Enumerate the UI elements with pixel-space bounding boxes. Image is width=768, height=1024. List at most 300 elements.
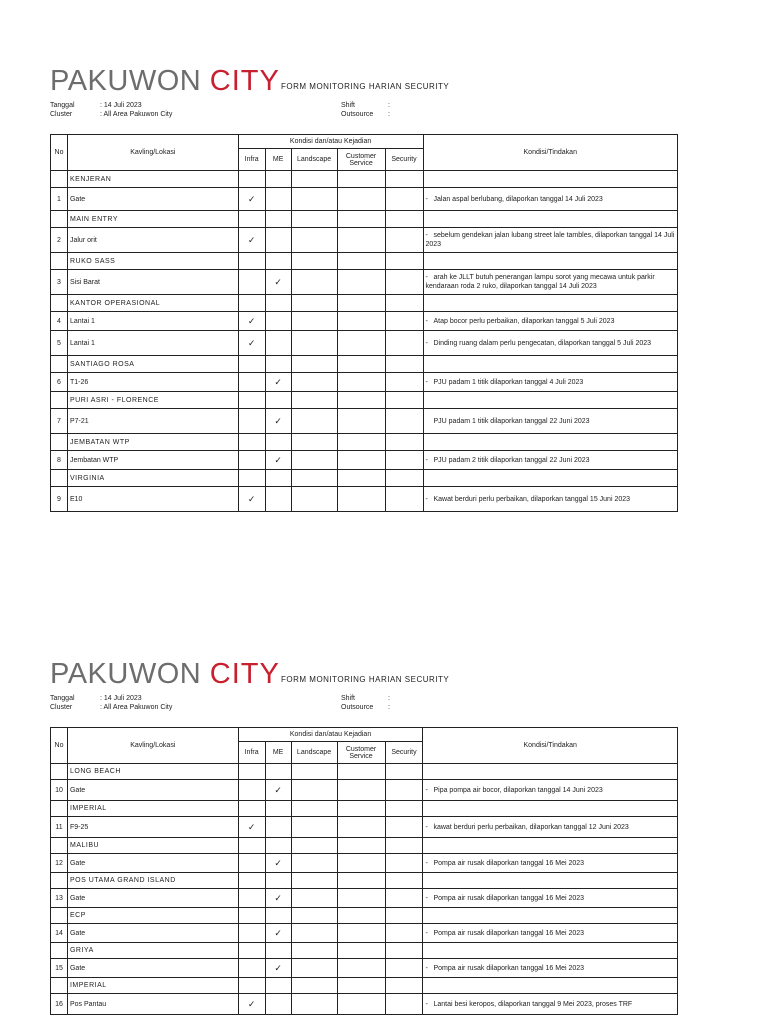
empty-cell: [385, 873, 423, 889]
header-landscape: Landscape: [291, 149, 337, 171]
cell-me: [265, 487, 291, 512]
checkmark-icon: ✓: [247, 193, 256, 204]
empty-cell: [265, 392, 291, 409]
empty-cell: [238, 470, 265, 487]
table-row: [51, 409, 678, 434]
area-name: KENJERAN: [67, 171, 238, 188]
shift-value: :: [388, 102, 390, 109]
empty-cell: [265, 434, 291, 451]
empty-cell: [265, 171, 291, 188]
row-location: Gate: [67, 924, 238, 943]
area-row: [51, 908, 678, 924]
cell-landscape: [291, 889, 337, 908]
empty-cell: [385, 978, 423, 994]
row-number: 11: [51, 817, 68, 838]
tindakan-text: Jalan aspal berlubang, dilaporkan tanggal 14 Juli 2023: [433, 195, 603, 203]
header-kondisi-group: Kondisi dan/atau Kejadian: [238, 728, 423, 742]
area-row: [51, 838, 678, 854]
outsource-label: Outsource: [341, 111, 374, 118]
form-header: [50, 655, 678, 695]
cell-customer-service: [337, 228, 385, 253]
row-location: Sisi Barat: [67, 270, 238, 295]
cell-me: [265, 409, 291, 434]
cell-security: [385, 270, 423, 295]
table-row: [51, 312, 678, 331]
empty-cell: [291, 838, 337, 854]
cell-me: [265, 451, 291, 470]
empty-cell: [337, 211, 385, 228]
area-row: [51, 392, 678, 409]
cell-landscape: [291, 817, 337, 838]
cell-infra: [238, 451, 265, 470]
table-header-row: [51, 135, 678, 149]
row-number: 8: [51, 451, 68, 470]
row-number: 10: [51, 780, 68, 801]
header-infra: Infra: [238, 742, 265, 764]
empty-cell: [423, 470, 678, 487]
dash-marker: -: [425, 195, 428, 203]
cell-infra: [238, 889, 265, 908]
empty-cell: [51, 801, 68, 817]
row-tindakan: [423, 451, 678, 470]
header-kondisi-group: Kondisi dan/atau Kejadian: [238, 135, 423, 149]
empty-cell: [51, 434, 68, 451]
form-page-2: [50, 655, 678, 1009]
dash-marker: -: [425, 232, 428, 239]
tindakan-text: PJU padam 1 titik dilaporkan tanggal 22 Juni 2023: [433, 417, 590, 425]
tindakan-text: PJU padam 2 titik dilaporkan tanggal 22 Juni 2023: [433, 456, 590, 464]
header-tindakan: Kondisi/Tindakan: [423, 728, 678, 764]
tindakan-text: Dinding ruang dalam perlu pengecatan, dilaporkan tanggal 5 Juli 2023: [433, 339, 652, 347]
empty-cell: [238, 392, 265, 409]
dash-marker: -: [425, 786, 428, 794]
area-row: [51, 171, 678, 188]
cell-customer-service: [337, 451, 385, 470]
empty-cell: [238, 838, 265, 854]
checkmark-icon: ✓: [247, 998, 256, 1009]
area-row: [51, 295, 678, 312]
cell-infra: [238, 409, 265, 434]
cell-infra: [238, 487, 265, 512]
empty-cell: [423, 356, 678, 373]
cell-me: [265, 228, 291, 253]
form-title: FORM MONITORING HARIAN SECURITY: [281, 675, 450, 684]
empty-cell: [291, 873, 337, 889]
area-name: GRIYA: [67, 943, 238, 959]
empty-cell: [51, 253, 68, 270]
cell-security: [385, 817, 423, 838]
dash-marker: -: [425, 1000, 428, 1008]
empty-cell: [238, 908, 265, 924]
empty-cell: [337, 253, 385, 270]
empty-cell: [265, 908, 291, 924]
empty-cell: [423, 873, 678, 889]
tindakan-text: Pompa air rusak dilaporkan tanggal 16 Mei 2023: [433, 964, 585, 972]
empty-cell: [337, 764, 385, 780]
cell-me: [265, 312, 291, 331]
row-location: Gate: [67, 188, 238, 211]
row-tindakan: [423, 780, 678, 801]
empty-cell: [337, 801, 385, 817]
empty-cell: [291, 253, 337, 270]
empty-cell: [291, 295, 337, 312]
empty-cell: [423, 434, 678, 451]
empty-cell: [265, 211, 291, 228]
row-location: Jalur orit: [67, 228, 238, 253]
empty-cell: [291, 434, 337, 451]
monitoring-table: [50, 134, 678, 512]
table-row: [51, 188, 678, 211]
dash-marker: -: [425, 456, 428, 464]
empty-cell: [337, 908, 385, 924]
empty-cell: [385, 943, 423, 959]
cell-security: [385, 188, 423, 211]
row-number: 5: [51, 331, 68, 356]
row-tindakan: [423, 228, 678, 253]
tindakan-text: PJU padam 1 titik dilaporkan tanggal 4 Juli 2023: [433, 378, 584, 386]
cell-security: [385, 924, 423, 943]
empty-cell: [265, 978, 291, 994]
cell-infra: [238, 331, 265, 356]
area-name: IMPERIAL: [67, 801, 238, 817]
checkmark-icon: ✓: [247, 337, 256, 348]
cell-infra: [238, 188, 265, 211]
area-name: SANTIAGO ROSA: [67, 356, 238, 373]
row-tindakan: [423, 889, 678, 908]
empty-cell: [337, 978, 385, 994]
area-name: MALIBU: [67, 838, 238, 854]
table-row: [51, 959, 678, 978]
empty-cell: [238, 211, 265, 228]
cell-landscape: [291, 373, 337, 392]
cell-landscape: [291, 409, 337, 434]
cell-customer-service: [337, 331, 385, 356]
dash-marker: -: [425, 378, 428, 386]
cell-infra: [238, 924, 265, 943]
row-number: 3: [51, 270, 68, 295]
table-row: [51, 817, 678, 838]
empty-cell: [337, 171, 385, 188]
area-name: VIRGINIA: [67, 470, 238, 487]
empty-cell: [238, 873, 265, 889]
header-me: ME: [265, 149, 291, 171]
tindakan-text: Pompa air rusak dilaporkan tanggal 16 Mei 2023: [433, 894, 585, 902]
dash-marker: -: [425, 274, 428, 281]
dash-marker: -: [425, 929, 428, 937]
table-row: [51, 228, 678, 253]
header-security: Security: [385, 149, 423, 171]
tindakan-text: Pompa air rusak dilaporkan tanggal 16 Mei 2023: [433, 929, 585, 937]
empty-cell: [238, 434, 265, 451]
checkmark-icon: ✓: [247, 821, 256, 832]
empty-cell: [291, 392, 337, 409]
empty-cell: [51, 295, 68, 312]
empty-cell: [291, 211, 337, 228]
row-number: 4: [51, 312, 68, 331]
tanggal-label: Tanggal: [50, 102, 75, 109]
row-location: E10: [67, 487, 238, 512]
empty-cell: [385, 838, 423, 854]
row-location: Lantai 1: [67, 312, 238, 331]
cell-landscape: [291, 270, 337, 295]
cell-me: [265, 188, 291, 211]
cell-me: [265, 817, 291, 838]
area-name: ECP: [67, 908, 238, 924]
row-number: 1: [51, 188, 68, 211]
header-kavling: Kavling/Lokasi: [67, 135, 238, 171]
empty-cell: [51, 873, 68, 889]
empty-cell: [423, 978, 678, 994]
empty-cell: [238, 764, 265, 780]
table-row: [51, 994, 678, 1015]
cell-customer-service: [337, 270, 385, 295]
empty-cell: [51, 838, 68, 854]
row-tindakan: [423, 331, 678, 356]
empty-cell: [291, 764, 337, 780]
empty-cell: [423, 211, 678, 228]
cell-me: [265, 959, 291, 978]
row-location: Gate: [67, 959, 238, 978]
empty-cell: [385, 392, 423, 409]
row-location: T1-26: [67, 373, 238, 392]
cluster-value: : All Area Pakuwon City: [100, 704, 173, 711]
empty-cell: [265, 470, 291, 487]
cell-landscape: [291, 854, 337, 873]
checkmark-icon: ✓: [247, 315, 256, 326]
header-customer-service: Customer Service: [337, 149, 385, 171]
empty-cell: [337, 873, 385, 889]
cell-infra: [238, 994, 265, 1015]
row-tindakan: [423, 959, 678, 978]
header-me: ME: [265, 742, 291, 764]
cell-infra: [238, 312, 265, 331]
checkmark-icon: ✓: [274, 927, 282, 938]
empty-cell: [423, 171, 678, 188]
empty-cell: [265, 295, 291, 312]
cell-infra: [238, 817, 265, 838]
empty-cell: [238, 295, 265, 312]
checkmark-icon: ✓: [274, 784, 282, 795]
cell-security: [385, 331, 423, 356]
empty-cell: [337, 943, 385, 959]
checkmark-icon: ✓: [247, 234, 256, 245]
cell-infra: [238, 228, 265, 253]
area-row: [51, 873, 678, 889]
empty-cell: [385, 253, 423, 270]
row-location: F9-25: [67, 817, 238, 838]
cell-customer-service: [337, 188, 385, 211]
dash-marker: -: [425, 317, 428, 325]
outsource-label: Outsource: [341, 704, 374, 711]
empty-cell: [265, 838, 291, 854]
table-row: [51, 854, 678, 873]
empty-cell: [385, 171, 423, 188]
row-tindakan: [423, 188, 678, 211]
area-name: RUKO SASS: [67, 253, 238, 270]
dash-marker: -: [425, 859, 428, 867]
cell-landscape: [291, 312, 337, 331]
row-tindakan: [423, 487, 678, 512]
row-location: Lantai 1: [67, 331, 238, 356]
cell-customer-service: [337, 854, 385, 873]
empty-cell: [423, 943, 678, 959]
empty-cell: [423, 908, 678, 924]
cell-landscape: [291, 924, 337, 943]
empty-cell: [238, 356, 265, 373]
header-no: No: [51, 728, 68, 764]
cell-security: [385, 451, 423, 470]
row-tindakan: [423, 817, 678, 838]
table-row: [51, 889, 678, 908]
row-location: P7-21: [67, 409, 238, 434]
empty-cell: [51, 470, 68, 487]
area-name: POS UTAMA GRAND ISLAND: [67, 873, 238, 889]
header-kavling: Kavling/Lokasi: [67, 728, 238, 764]
row-number: 15: [51, 959, 68, 978]
cell-landscape: [291, 188, 337, 211]
form-page-1: [50, 62, 678, 504]
cell-customer-service: [337, 312, 385, 331]
checkmark-icon: ✓: [274, 892, 282, 903]
empty-cell: [238, 943, 265, 959]
tindakan-text: kawat berduri perlu perbaikan, dilaporkan tanggal 12 Juni 2023: [433, 823, 629, 831]
cell-me: [265, 854, 291, 873]
cell-security: [385, 312, 423, 331]
form-meta: [50, 102, 678, 134]
cell-customer-service: [337, 924, 385, 943]
table-row: [51, 780, 678, 801]
area-row: [51, 764, 678, 780]
table-header-row: [51, 728, 678, 742]
row-location: Gate: [67, 889, 238, 908]
row-tindakan: [423, 924, 678, 943]
tindakan-text: Pompa air rusak dilaporkan tanggal 16 Mei 2023: [433, 859, 585, 867]
form-title: FORM MONITORING HARIAN SECURITY: [281, 82, 450, 91]
outsource-value: :: [388, 704, 390, 711]
header-landscape: Landscape: [291, 742, 337, 764]
cell-landscape: [291, 994, 337, 1015]
empty-cell: [385, 211, 423, 228]
form-meta: [50, 695, 678, 727]
row-tindakan: [423, 312, 678, 331]
cell-security: [385, 487, 423, 512]
shift-value: :: [388, 695, 390, 702]
shift-label: Shift: [341, 695, 356, 702]
empty-cell: [423, 838, 678, 854]
empty-cell: [337, 470, 385, 487]
row-location: Jembatan WTP: [67, 451, 238, 470]
area-name: JEMBATAN WTP: [67, 434, 238, 451]
row-tindakan: [423, 854, 678, 873]
empty-cell: [385, 470, 423, 487]
cell-me: [265, 780, 291, 801]
shift-label: Shift: [341, 102, 356, 109]
checkmark-icon: ✓: [274, 415, 282, 426]
empty-cell: [265, 801, 291, 817]
row-number: 7: [51, 409, 68, 434]
cell-customer-service: [337, 817, 385, 838]
empty-cell: [337, 434, 385, 451]
row-number: 14: [51, 924, 68, 943]
cell-customer-service: [337, 409, 385, 434]
cell-landscape: [291, 959, 337, 978]
empty-cell: [291, 470, 337, 487]
tanggal-value: : 14 Juli 2023: [100, 102, 142, 109]
cell-me: [265, 994, 291, 1015]
empty-cell: [51, 908, 68, 924]
row-number: 2: [51, 228, 68, 253]
empty-cell: [423, 764, 678, 780]
outsource-value: :: [388, 111, 390, 118]
pakuwon-city-logo: PAKUWON CITY: [50, 65, 280, 97]
empty-cell: [265, 764, 291, 780]
empty-cell: [337, 392, 385, 409]
checkmark-icon: ✓: [274, 962, 282, 973]
area-name: PURI ASRI - FLORENCE: [67, 392, 238, 409]
cell-me: [265, 270, 291, 295]
empty-cell: [51, 764, 68, 780]
cell-infra: [238, 373, 265, 392]
row-tindakan: [423, 373, 678, 392]
empty-cell: [385, 295, 423, 312]
table-row: [51, 270, 678, 295]
empty-cell: [385, 908, 423, 924]
cell-me: [265, 331, 291, 356]
cluster-label: Cluster: [50, 111, 73, 118]
cell-landscape: [291, 228, 337, 253]
area-row: [51, 470, 678, 487]
empty-cell: [291, 943, 337, 959]
empty-cell: [238, 253, 265, 270]
empty-cell: [423, 801, 678, 817]
dash-marker: -: [425, 894, 428, 902]
table-row: [51, 331, 678, 356]
empty-cell: [423, 295, 678, 312]
area-name: IMPERIAL: [67, 978, 238, 994]
empty-cell: [423, 253, 678, 270]
area-name: MAIN ENTRY: [67, 211, 238, 228]
cell-customer-service: [337, 487, 385, 512]
empty-cell: [385, 434, 423, 451]
row-number: 16: [51, 994, 68, 1015]
table-row: [51, 924, 678, 943]
empty-cell: [337, 356, 385, 373]
tindakan-text: Atap bocor perlu perbaikan, dilaporkan tanggal 5 Juli 2023: [433, 317, 615, 325]
header-security: Security: [385, 742, 423, 764]
cell-infra: [238, 780, 265, 801]
checkmark-icon: ✓: [274, 376, 282, 387]
cell-landscape: [291, 331, 337, 356]
empty-cell: [265, 943, 291, 959]
empty-cell: [337, 838, 385, 854]
empty-cell: [265, 356, 291, 373]
dash-marker: -: [425, 964, 428, 972]
table-row: [51, 373, 678, 392]
cell-security: [385, 889, 423, 908]
table-row: [51, 487, 678, 512]
empty-cell: [291, 356, 337, 373]
tanggal-label: Tanggal: [50, 695, 75, 702]
area-row: [51, 253, 678, 270]
pakuwon-city-logo: PAKUWON CITY: [50, 658, 280, 690]
row-tindakan: [423, 270, 678, 295]
row-location: Gate: [67, 854, 238, 873]
cell-customer-service: [337, 373, 385, 392]
area-name: KANTOR OPERASIONAL: [67, 295, 238, 312]
empty-cell: [423, 392, 678, 409]
row-number: 6: [51, 373, 68, 392]
empty-cell: [337, 295, 385, 312]
